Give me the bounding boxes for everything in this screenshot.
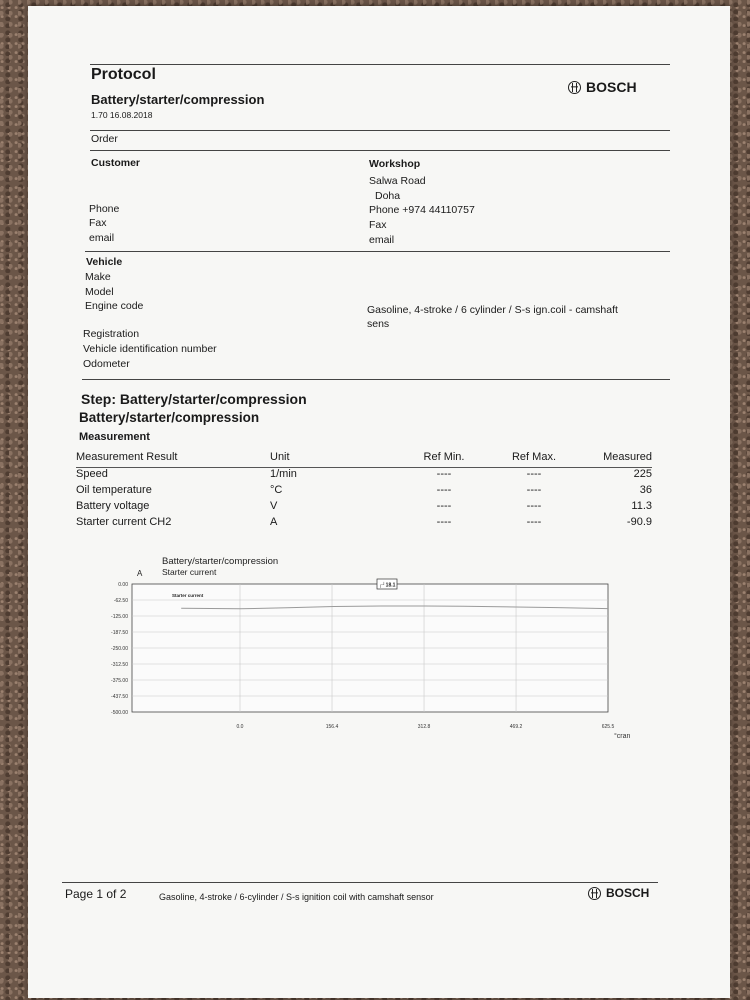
- table-row: [76, 516, 652, 532]
- table-row: [76, 500, 652, 516]
- x-tick-label: 625.5: [601, 724, 615, 730]
- rule: [90, 150, 670, 151]
- cell-ref-min: ----: [436, 516, 452, 528]
- workshop-fax: Fax: [369, 219, 387, 231]
- step-subtitle: Battery/starter/compression: [79, 410, 260, 425]
- footer-bosch-logo: [588, 886, 649, 900]
- version-date: 1.70 16.08.2018: [91, 110, 153, 120]
- col-ref-min: Ref Min.: [423, 451, 465, 463]
- rule: [85, 251, 670, 252]
- workshop-email: email: [369, 234, 395, 246]
- cell-result: Oil temperature: [76, 484, 152, 496]
- workshop-label: Workshop: [369, 158, 421, 170]
- cell-unit: 1/min: [270, 468, 297, 480]
- col-ref-max: Ref Max.: [511, 451, 556, 463]
- rule: [82, 379, 670, 380]
- cell-measured: 225: [633, 468, 652, 480]
- starter-current-chart: [84, 546, 631, 746]
- page-title: Protocol: [91, 66, 156, 83]
- engine-code-value: Gasoline, 4-stroke / 6 cylinder / S-s ign.coil - camshaft: [367, 304, 618, 316]
- chart-subtitle: Starter current: [162, 567, 217, 577]
- engine-code-label: Engine code: [85, 300, 144, 312]
- customer-label: Customer: [91, 157, 141, 169]
- table-header: [76, 451, 652, 468]
- x-tick-label: 469.2: [509, 724, 523, 730]
- cell-result: Battery voltage: [76, 500, 150, 512]
- y-tick-label: -250.00: [111, 646, 128, 652]
- chart-title: Battery/starter/compression: [162, 556, 279, 567]
- x-axis-label: °cran: [614, 733, 631, 740]
- cell-measured: 36: [639, 484, 652, 496]
- cell-ref-min: ----: [436, 468, 452, 480]
- x-tick-label: 0.0: [236, 724, 244, 730]
- page-subtitle: Battery/starter/compression: [91, 92, 265, 107]
- vehicle-label: Vehicle: [86, 256, 123, 268]
- registration-label: Registration: [83, 328, 140, 340]
- bosch-logo: [568, 79, 637, 95]
- cell-result: Speed: [76, 468, 108, 480]
- cell-ref-max: ----: [526, 500, 542, 512]
- cell-ref-max: ----: [526, 516, 542, 528]
- cell-unit: V: [270, 500, 278, 512]
- y-tick-label: -187.50: [111, 630, 128, 636]
- rule: [90, 130, 670, 131]
- cell-unit: °C: [270, 484, 283, 496]
- y-axis-label: A: [137, 569, 143, 578]
- top-rule: [90, 64, 670, 65]
- bosch-armature-icon: [588, 887, 601, 900]
- y-tick-label: -312.50: [111, 662, 128, 668]
- customer-phone-label: Phone: [89, 203, 120, 215]
- footer-bosch-logo-text: BOSCH: [606, 886, 650, 900]
- x-tick-label: 156.4: [325, 724, 339, 730]
- vehicle-make-label: Make: [85, 271, 111, 283]
- step-title: Step: Battery/starter/compression: [81, 391, 307, 407]
- col-unit: Unit: [270, 451, 290, 463]
- y-tick-label: -62.50: [113, 598, 128, 604]
- cell-ref-max: ----: [526, 468, 542, 480]
- odometer-label: Odometer: [83, 358, 130, 370]
- footer-text: Gasoline, 4-stroke / 6-cylinder / S-s ignition coil with camshaft sensor: [159, 892, 434, 902]
- customer-email-label: email: [89, 232, 115, 244]
- col-result: Measurement Result: [76, 451, 178, 463]
- engine-code-value-cont: sens: [367, 318, 390, 330]
- workshop-phone: Phone +974 44110757: [369, 204, 475, 216]
- workshop-address-2: Doha: [375, 190, 401, 202]
- order-label: Order: [91, 133, 118, 145]
- cell-result: Starter current CH2: [76, 516, 172, 528]
- cell-ref-max: ----: [526, 484, 542, 496]
- bosch-logo-text: BOSCH: [586, 79, 637, 95]
- vehicle-model-label: Model: [85, 286, 114, 298]
- measurement-label: Measurement: [79, 431, 150, 443]
- cell-ref-min: ----: [436, 500, 452, 512]
- cell-ref-min: ----: [436, 484, 452, 496]
- table-row: [76, 484, 652, 500]
- cell-unit: A: [270, 516, 278, 528]
- col-measured: Measured: [603, 451, 652, 463]
- y-tick-label: -500.00: [111, 710, 128, 716]
- workshop-address-1: Salwa Road: [369, 175, 426, 187]
- page-number: Page 1 of 2: [65, 887, 127, 901]
- footer-rule: [62, 882, 658, 883]
- bosch-armature-icon: [568, 81, 581, 94]
- protocol-page: [28, 6, 730, 998]
- marker-label: ┌┘18.1: [378, 582, 396, 589]
- y-tick-label: -125.00: [111, 614, 128, 620]
- x-tick-label: 312.8: [417, 724, 431, 730]
- y-tick-label: -437.50: [111, 694, 128, 700]
- vin-label: Vehicle identification number: [83, 343, 217, 355]
- legend-starter-current: Starter current: [172, 593, 204, 598]
- y-tick-label: 0.00: [118, 582, 128, 588]
- table-row: [76, 468, 652, 484]
- cell-measured: -90.9: [626, 516, 652, 528]
- y-tick-label: -375.00: [111, 678, 128, 684]
- cell-measured: 11.3: [631, 500, 652, 512]
- customer-fax-label: Fax: [89, 217, 107, 229]
